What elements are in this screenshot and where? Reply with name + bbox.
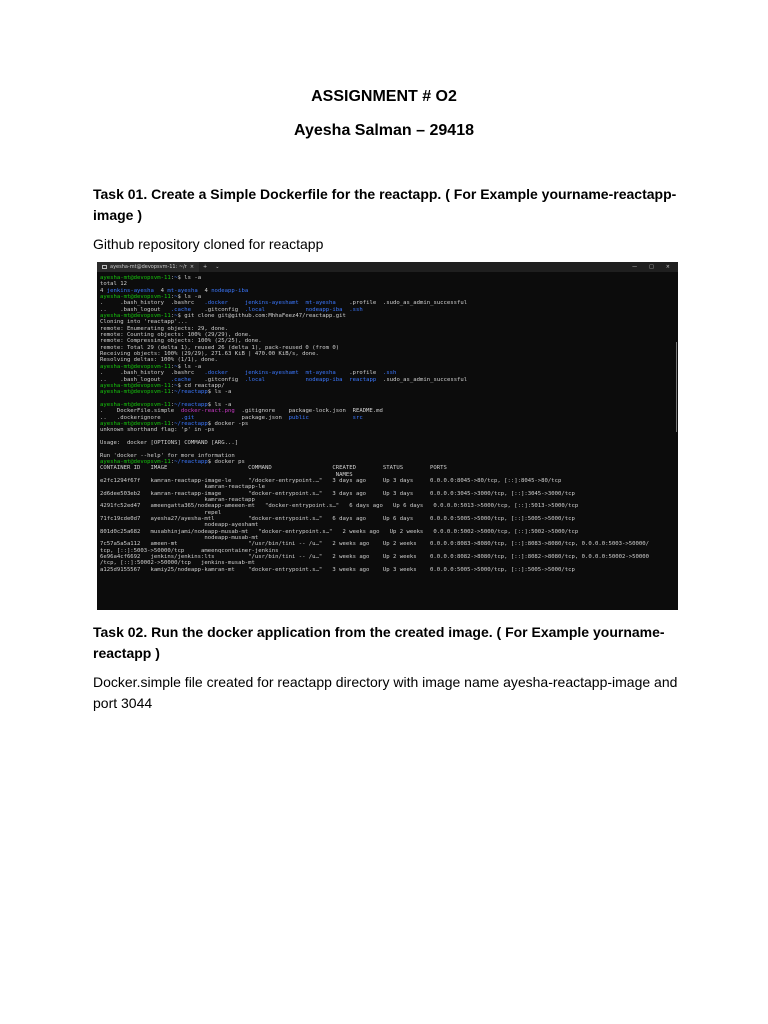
terminal-text: remote: Compressing objects: 100% (25/25), done. bbox=[100, 338, 262, 345]
terminal-text: .gitconfig bbox=[190, 376, 245, 383]
terminal-text: 7c57a5a5a112 ameen-mt "/usr/bin/tini -- /u…" 2 weeks ago Up 2 weeks 0.0.0.0:8083->8080/tcp, [::]:8083->8080/tcp, 0.0.0.0:5003->50000/ bbox=[100, 541, 649, 548]
terminal-text: .profile bbox=[335, 370, 383, 377]
terminal-text: e2fc1294f67f kamran-reactapp-image-le "/docker-entrypoint.…" 3 days ago Up 3 days 0.0.0.0:8045->80/tcp, [::]:8045->80/tcp bbox=[100, 478, 562, 484]
author-line: Ayesha Salman – 29418 bbox=[294, 122, 474, 139]
task1-heading: Task 01. Create a Simple Dockerfile for the reactapp. ( For Example yourname-reactapp-image ) bbox=[93, 186, 677, 223]
terminal-text: .git bbox=[180, 414, 195, 421]
task2-text: Docker.simple file created for reactapp directory with image name ayesha-reactapp-image and port 3044 bbox=[93, 674, 678, 711]
document-title: ASSIGNMENT # O2 bbox=[311, 88, 457, 105]
terminal-text: .local bbox=[244, 376, 266, 383]
terminal-text: remote: Total 29 (delta 1), reused 26 (delta 1), pack-reused 0 (from 0) bbox=[100, 344, 340, 351]
terminal-line bbox=[100, 567, 675, 573]
terminal-text: ayesha-mt@devopsvm-11 bbox=[100, 389, 171, 396]
terminal-text: repel bbox=[100, 509, 222, 516]
terminal-text: .gitconfig bbox=[190, 306, 245, 313]
terminal-tab-title: ayesha-mt@devopsvm-11: ~/r bbox=[110, 263, 187, 270]
task2-heading: Task 02. Run the docker application from the created image. ( For Example yourname-reactapp ) bbox=[93, 624, 665, 661]
terminal-text: .cache bbox=[170, 376, 191, 383]
terminal-text: ayesha-mt@devopsvm-11 bbox=[100, 275, 171, 281]
terminal-text: : bbox=[170, 313, 175, 320]
terminal-text: . .bash_history .bashrc bbox=[100, 370, 205, 377]
terminal-text: .ssh bbox=[382, 370, 397, 377]
terminal-text: ~/reactapp bbox=[174, 420, 208, 427]
terminal-text bbox=[228, 370, 245, 376]
terminal-text: ~ bbox=[174, 275, 178, 281]
terminal-text: $ ls -a bbox=[177, 275, 202, 281]
terminal-text: ayesha-mt@devopsvm-11 bbox=[100, 420, 171, 427]
terminal-text: /tcp, [::]:50002->50000/tcp jenkins-musab-mt bbox=[100, 560, 255, 567]
terminal-text: : bbox=[170, 294, 175, 301]
terminal-text: .. .bash_logout bbox=[100, 376, 171, 383]
terminal-text: : bbox=[170, 382, 175, 389]
terminal-text: ayesha-mt@devopsvm-11 bbox=[100, 294, 171, 301]
terminal-text bbox=[265, 377, 305, 383]
terminal-text: .docker bbox=[204, 300, 228, 307]
terminal-text: docker-react.png bbox=[180, 408, 235, 415]
terminal-text: 4 bbox=[100, 287, 107, 294]
terminal-text: mt-ayesha bbox=[305, 370, 336, 377]
terminal-text: .ssh bbox=[349, 306, 363, 313]
terminal-text: remote: Enumerating objects: 29, done. bbox=[100, 325, 228, 332]
terminal-text: ayesha-mt@devopsvm-11 bbox=[100, 401, 171, 408]
close-button[interactable]: × bbox=[665, 263, 670, 270]
terminal-text: kamran-reactapp bbox=[100, 497, 255, 504]
new-tab-button[interactable]: + bbox=[203, 263, 208, 270]
terminal-text: .profile .sudo_as_admin_successful bbox=[335, 300, 468, 307]
terminal-text: CONTAINER ID IMAGE COMMAND CREATED STATUS PORTS bbox=[100, 465, 447, 472]
terminal-text: $ docker -ps bbox=[207, 420, 249, 427]
terminal-text bbox=[309, 415, 353, 421]
terminal-text: $ ls -a bbox=[207, 389, 232, 396]
terminal-text: kamran-reactapp-le bbox=[100, 484, 266, 491]
terminal-text: nodeapp-iba bbox=[305, 376, 343, 383]
task1-text: Github repository cloned for reactapp bbox=[93, 236, 324, 252]
terminal-text: Receiving objects: 100% (29/29), 271.63 KiB | 470.00 KiB/s, done. bbox=[100, 351, 319, 358]
terminal-text: ayesha-mt@devopsvm-11 bbox=[100, 382, 171, 389]
terminal-text: ~ bbox=[174, 363, 178, 370]
terminal-text: $ docker ps bbox=[207, 458, 245, 465]
terminal-text: .sudo_as_admin_successful bbox=[376, 376, 468, 383]
terminal-text: .docker bbox=[204, 370, 228, 377]
terminal-text: jenkins-ayeshamt bbox=[244, 300, 299, 307]
tab-close-icon[interactable]: × bbox=[189, 263, 195, 270]
terminal-text: $ ls -a bbox=[177, 363, 202, 370]
terminal-text: jenkins-ayesha bbox=[106, 287, 154, 294]
terminal-scrollbar[interactable] bbox=[676, 342, 678, 432]
terminal-text: ~ bbox=[174, 294, 178, 301]
terminal-text: a125d9155567 kamiy25/nodeapp-kamran-mt "docker-entrypoint.s…" 3 weeks ago Up 3 weeks 0.0.0.0:5005->5000/tcp, [::]:5005->5000/tcp bbox=[100, 566, 575, 573]
terminal-text: ~ bbox=[174, 382, 178, 389]
terminal-text: : bbox=[170, 401, 175, 408]
terminal-text: ~/reactapp bbox=[174, 401, 208, 408]
maximize-button[interactable]: □ bbox=[649, 263, 654, 270]
terminal-text: 6e96a4cf6692 jenkins/jenkins:lts "/usr/bin/tini -- /u…" 2 weeks ago Up 2 weeks 0.0.0.0:8082->8080/tcp, [::]:8082->8080/tcp, 0.0.0.0:50002->50000 bbox=[100, 554, 649, 561]
terminal-text: nodeapp-iba bbox=[305, 306, 343, 313]
terminal-text: . .bash_history .bashrc bbox=[100, 300, 205, 307]
terminal-text: . DockerFile.simple bbox=[100, 408, 181, 415]
terminal-text: : bbox=[170, 458, 175, 465]
terminal-text: src bbox=[352, 414, 363, 421]
terminal-text: .cache bbox=[170, 306, 191, 313]
terminal-text: tcp, [::]:5003->50000/tcp ameenqcontainer-jenkins bbox=[100, 547, 279, 554]
terminal-text: $ cd reactapp/ bbox=[177, 382, 225, 389]
terminal-text: : bbox=[170, 389, 175, 396]
terminal-text bbox=[265, 307, 305, 313]
terminal-icon bbox=[102, 265, 107, 269]
terminal-output bbox=[97, 272, 678, 573]
terminal-text: nodeapp-ayeshamt bbox=[100, 522, 259, 529]
terminal-text: mt-ayesha bbox=[305, 300, 336, 307]
terminal-text: Run 'docker --help' for more information bbox=[100, 452, 235, 459]
terminal-text: .gitignore package-lock.json README.md bbox=[234, 408, 383, 415]
terminal-text: Usage: docker [OPTIONS] COMMAND [ARG...] bbox=[100, 439, 239, 446]
terminal-text: ~ bbox=[174, 313, 178, 320]
terminal-text: .. .dockerignore bbox=[100, 414, 181, 421]
terminal-text: ayesha-mt@devopsvm-11 bbox=[100, 458, 171, 465]
terminal-text: reactapp bbox=[349, 376, 377, 383]
terminal-text: $ ls -a bbox=[177, 294, 202, 301]
terminal-text: jenkins-ayeshamt bbox=[244, 370, 299, 377]
terminal-text: ~/reactapp bbox=[174, 458, 208, 465]
terminal-text: .. .bash_logout bbox=[100, 306, 171, 313]
terminal-tab[interactable] bbox=[97, 262, 199, 272]
terminal-text: nodeapp-musab-mt bbox=[100, 535, 259, 542]
terminal-text: nodeapp-iba bbox=[211, 287, 249, 294]
terminal-text: .local bbox=[244, 306, 266, 313]
terminal-text: 4291fc52ed47 ameengatta365/nodeapp-ameeen-mt "docker-entrypoint.s…" 6 days ago Up 6 days 0.0.0.0:5013->5000/tcp, [::]:5013->5000/tcp bbox=[100, 503, 579, 510]
terminal-text: ayesha-mt@devopsvm-11 bbox=[100, 363, 171, 370]
terminal-text: 71fc19cde0d7 ayesha27/ayesha-mtl "docker-entrypoint.s…" 6 days ago Up 6 days 0.0.0.0:5005->5000/tcp, [::]:5005->5000/tcp bbox=[100, 516, 575, 523]
terminal-text: 4 bbox=[153, 287, 168, 294]
terminal-text bbox=[228, 300, 245, 306]
terminal-text: Resolving deltas: 100% (1/1), done. bbox=[100, 357, 218, 364]
terminal-text: : bbox=[170, 420, 175, 427]
terminal-text: 2d6dee503eb2 kamran-reactapp-image "docker-entrypoint.s…" 3 days ago Up 3 days 0.0.0.0:3045->3000/tcp, [::]:3045->3000/tcp bbox=[100, 490, 575, 497]
terminal-text: : bbox=[170, 363, 175, 370]
terminal-text: $ git clone git@github.com:MhhaFeez47/reactapp.git bbox=[177, 313, 346, 320]
terminal-text: 4 bbox=[197, 287, 212, 294]
terminal-tab-bar bbox=[97, 262, 678, 272]
terminal-screenshot bbox=[97, 262, 678, 610]
terminal-text: package.json bbox=[194, 414, 289, 421]
terminal-text: total 12 bbox=[100, 281, 127, 288]
terminal-text: remote: Counting objects: 100% (29/29), done. bbox=[100, 332, 252, 339]
terminal-text: mt-ayesha bbox=[167, 287, 198, 294]
terminal-text: public bbox=[288, 414, 309, 421]
terminal-text: Cloning into 'reactapp'... bbox=[100, 319, 188, 326]
terminal-text: unknown shorthand flag: 'p' in -ps bbox=[100, 427, 215, 434]
terminal-text: $ ls -a bbox=[207, 401, 232, 408]
terminal-text: ~/reactapp bbox=[174, 389, 208, 396]
terminal-text: : bbox=[170, 275, 175, 281]
terminal-text: ayesha-mt@devopsvm-11 bbox=[100, 313, 171, 320]
terminal-text: 801d0c25a682 musabhinjami/nodeapp-musab-mt "docker-entrypoint.s…" 2 weeks ago Up 2 weeks 0.0.0.0:5002->5000/tcp, [::]:5002->5000/tcp bbox=[100, 528, 579, 535]
minimize-button[interactable]: — bbox=[632, 263, 638, 270]
terminal-text: NAMES bbox=[100, 471, 353, 478]
chevron-down-icon[interactable]: ⌄ bbox=[215, 263, 220, 270]
